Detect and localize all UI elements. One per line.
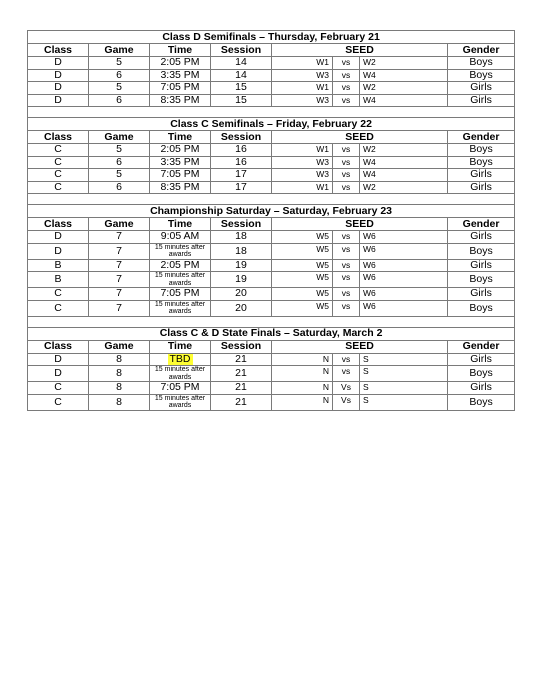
- gender-cell: Girls: [448, 382, 515, 395]
- time-cell: 15 minutes after awards: [150, 272, 211, 288]
- gender-cell: Boys: [448, 243, 515, 259]
- seed-vs-cell: vs: [333, 82, 360, 95]
- header-session: Session: [211, 340, 272, 353]
- class-cell: D: [28, 82, 89, 95]
- time-cell: 3:35 PM: [150, 156, 211, 169]
- class-cell: C: [28, 169, 89, 182]
- header-game: Game: [89, 131, 150, 144]
- spacer-cell: [28, 316, 515, 327]
- seed-vs-cell: vs: [333, 144, 360, 157]
- game-cell: 7: [89, 300, 150, 316]
- game-cell: 7: [89, 259, 150, 272]
- header-time: Time: [150, 44, 211, 57]
- class-cell: D: [28, 353, 89, 366]
- header-game: Game: [89, 218, 150, 231]
- header-time: Time: [150, 340, 211, 353]
- class-cell: C: [28, 181, 89, 194]
- section-title-row: [28, 205, 515, 218]
- seed-vs-cell: vs: [333, 353, 360, 366]
- gender-cell: Boys: [448, 144, 515, 157]
- table-row: [28, 353, 515, 366]
- seed-b-cell: W2: [360, 82, 448, 95]
- table-row: [28, 288, 515, 301]
- seed-b-cell: W6: [360, 243, 448, 259]
- class-cell: C: [28, 144, 89, 157]
- seed-vs-cell: vs: [333, 243, 360, 259]
- gender-cell: Girls: [448, 82, 515, 95]
- game-cell: 5: [89, 169, 150, 182]
- seed-vs-cell: vs: [333, 156, 360, 169]
- seed-b-cell: W6: [360, 231, 448, 244]
- gender-cell: Boys: [448, 300, 515, 316]
- seed-vs-cell: vs: [333, 231, 360, 244]
- section-spacer-row: [28, 107, 515, 118]
- header-time: Time: [150, 218, 211, 231]
- time-cell: 7:05 PM: [150, 169, 211, 182]
- seed-b-cell: W2: [360, 57, 448, 70]
- seed-a-cell: W3: [272, 169, 333, 182]
- header-seed: SEED: [272, 131, 448, 144]
- header-class: Class: [28, 131, 89, 144]
- table-row: [28, 300, 515, 316]
- header-session: Session: [211, 131, 272, 144]
- section-title: Class C Semifinals – Friday, February 22: [28, 118, 515, 131]
- seed-a-cell: W3: [272, 69, 333, 82]
- game-cell: 7: [89, 288, 150, 301]
- seed-vs-cell: vs: [333, 272, 360, 288]
- class-cell: D: [28, 231, 89, 244]
- seed-b-cell: S: [360, 366, 448, 382]
- session-cell: 21: [211, 353, 272, 366]
- time-cell: 2:05 PM: [150, 259, 211, 272]
- session-cell: 14: [211, 69, 272, 82]
- class-cell: C: [28, 288, 89, 301]
- session-cell: 20: [211, 288, 272, 301]
- seed-a-cell: W5: [272, 243, 333, 259]
- seed-vs-cell: vs: [333, 259, 360, 272]
- session-cell: 14: [211, 57, 272, 70]
- session-cell: 21: [211, 394, 272, 410]
- time-cell: 15 minutes after awards: [150, 366, 211, 382]
- gender-cell: Boys: [448, 57, 515, 70]
- game-cell: 7: [89, 231, 150, 244]
- section-spacer-row: [28, 194, 515, 205]
- gender-cell: Girls: [448, 169, 515, 182]
- table-row: [28, 94, 515, 107]
- time-cell: 7:05 PM: [150, 288, 211, 301]
- header-session: Session: [211, 44, 272, 57]
- seed-a-cell: W5: [272, 231, 333, 244]
- time-cell: 8:35 PM: [150, 94, 211, 107]
- gender-cell: Girls: [448, 353, 515, 366]
- gender-cell: Boys: [448, 366, 515, 382]
- seed-a-cell: W5: [272, 288, 333, 301]
- section-title: Class D Semifinals – Thursday, February 21: [28, 31, 515, 44]
- seed-a-cell: W5: [272, 259, 333, 272]
- table-row: [28, 259, 515, 272]
- game-cell: 8: [89, 394, 150, 410]
- seed-a-cell: W1: [272, 82, 333, 95]
- header-seed: SEED: [272, 218, 448, 231]
- section-title-row: [28, 118, 515, 131]
- table-row: [28, 57, 515, 70]
- seed-a-cell: W3: [272, 156, 333, 169]
- session-cell: 21: [211, 366, 272, 382]
- table-row: [28, 82, 515, 95]
- seed-b-cell: W4: [360, 156, 448, 169]
- time-cell: 15 minutes after awards: [150, 243, 211, 259]
- section-title-row: [28, 31, 515, 44]
- spacer-cell: [28, 107, 515, 118]
- session-cell: 17: [211, 181, 272, 194]
- game-cell: 6: [89, 156, 150, 169]
- seed-vs-cell: Vs: [333, 382, 360, 395]
- game-cell: 7: [89, 272, 150, 288]
- column-header-row: [28, 44, 515, 57]
- class-cell: C: [28, 394, 89, 410]
- time-cell: 2:05 PM: [150, 57, 211, 70]
- seed-a-cell: W1: [272, 57, 333, 70]
- session-cell: 16: [211, 156, 272, 169]
- session-cell: 20: [211, 300, 272, 316]
- time-cell: 2:05 PM: [150, 144, 211, 157]
- game-cell: 7: [89, 243, 150, 259]
- table-row: [28, 394, 515, 410]
- highlighted-time: TBD: [169, 353, 191, 365]
- seed-b-cell: W4: [360, 69, 448, 82]
- time-cell: 9:05 AM: [150, 231, 211, 244]
- seed-b-cell: S: [360, 353, 448, 366]
- section-title: Championship Saturday – Saturday, February 23: [28, 205, 515, 218]
- session-cell: 19: [211, 272, 272, 288]
- seed-b-cell: W6: [360, 300, 448, 316]
- time-cell: [150, 353, 211, 366]
- gender-cell: Girls: [448, 94, 515, 107]
- table-row: [28, 366, 515, 382]
- class-cell: D: [28, 69, 89, 82]
- section-title: Class C & D State Finals – Saturday, March 2: [28, 327, 515, 340]
- game-cell: 8: [89, 382, 150, 395]
- session-cell: 18: [211, 231, 272, 244]
- table-row: [28, 181, 515, 194]
- seed-vs-cell: vs: [333, 300, 360, 316]
- game-cell: 8: [89, 353, 150, 366]
- header-time: Time: [150, 131, 211, 144]
- header-gender: Gender: [448, 218, 515, 231]
- gender-cell: Girls: [448, 259, 515, 272]
- header-session: Session: [211, 218, 272, 231]
- time-cell: 15 minutes after awards: [150, 394, 211, 410]
- session-cell: 18: [211, 243, 272, 259]
- game-cell: 5: [89, 82, 150, 95]
- section-title-row: [28, 327, 515, 340]
- session-cell: 16: [211, 144, 272, 157]
- header-gender: Gender: [448, 340, 515, 353]
- spacer-cell: [28, 194, 515, 205]
- seed-vs-cell: vs: [333, 288, 360, 301]
- seed-vs-cell: vs: [333, 169, 360, 182]
- gender-cell: Girls: [448, 231, 515, 244]
- time-cell: 3:35 PM: [150, 69, 211, 82]
- table-row: [28, 382, 515, 395]
- seed-a-cell: W5: [272, 300, 333, 316]
- gender-cell: Boys: [448, 69, 515, 82]
- seed-vs-cell: vs: [333, 181, 360, 194]
- game-cell: 6: [89, 94, 150, 107]
- session-cell: 19: [211, 259, 272, 272]
- session-cell: 15: [211, 94, 272, 107]
- class-cell: C: [28, 300, 89, 316]
- table-row: [28, 243, 515, 259]
- seed-vs-cell: vs: [333, 366, 360, 382]
- seed-b-cell: W2: [360, 181, 448, 194]
- header-gender: Gender: [448, 131, 515, 144]
- header-seed: SEED: [272, 44, 448, 57]
- seed-a-cell: W1: [272, 181, 333, 194]
- class-cell: C: [28, 382, 89, 395]
- time-cell: 8:35 PM: [150, 181, 211, 194]
- class-cell: D: [28, 366, 89, 382]
- class-cell: C: [28, 156, 89, 169]
- header-class: Class: [28, 218, 89, 231]
- game-cell: 6: [89, 181, 150, 194]
- table-row: [28, 231, 515, 244]
- table-row: [28, 156, 515, 169]
- header-gender: Gender: [448, 44, 515, 57]
- seed-a-cell: W5: [272, 272, 333, 288]
- seed-b-cell: W2: [360, 144, 448, 157]
- header-game: Game: [89, 44, 150, 57]
- header-class: Class: [28, 340, 89, 353]
- seed-b-cell: W4: [360, 94, 448, 107]
- class-cell: D: [28, 57, 89, 70]
- seed-a-cell: N: [272, 366, 333, 382]
- column-header-row: [28, 131, 515, 144]
- time-cell: 7:05 PM: [150, 382, 211, 395]
- table-row: [28, 69, 515, 82]
- seed-b-cell: W6: [360, 272, 448, 288]
- class-cell: B: [28, 259, 89, 272]
- seed-a-cell: N: [272, 353, 333, 366]
- seed-a-cell: N: [272, 394, 333, 410]
- seed-b-cell: S: [360, 394, 448, 410]
- header-class: Class: [28, 44, 89, 57]
- game-cell: 8: [89, 366, 150, 382]
- table-row: [28, 272, 515, 288]
- seed-vs-cell: vs: [333, 94, 360, 107]
- seed-vs-cell: vs: [333, 57, 360, 70]
- tournament-schedule-table: [27, 30, 515, 411]
- section-spacer-row: [28, 316, 515, 327]
- game-cell: 5: [89, 144, 150, 157]
- column-header-row: [28, 340, 515, 353]
- seed-a-cell: W3: [272, 94, 333, 107]
- session-cell: 21: [211, 382, 272, 395]
- class-cell: D: [28, 94, 89, 107]
- seed-b-cell: W6: [360, 259, 448, 272]
- game-cell: 5: [89, 57, 150, 70]
- seed-vs-cell: vs: [333, 69, 360, 82]
- seed-a-cell: N: [272, 382, 333, 395]
- column-header-row: [28, 218, 515, 231]
- gender-cell: Boys: [448, 156, 515, 169]
- seed-b-cell: W4: [360, 169, 448, 182]
- seed-vs-cell: Vs: [333, 394, 360, 410]
- seed-b-cell: W6: [360, 288, 448, 301]
- time-cell: 7:05 PM: [150, 82, 211, 95]
- session-cell: 17: [211, 169, 272, 182]
- seed-b-cell: S: [360, 382, 448, 395]
- seed-a-cell: W1: [272, 144, 333, 157]
- game-cell: 6: [89, 69, 150, 82]
- gender-cell: Girls: [448, 181, 515, 194]
- class-cell: D: [28, 243, 89, 259]
- gender-cell: Girls: [448, 288, 515, 301]
- header-seed: SEED: [272, 340, 448, 353]
- table-row: [28, 169, 515, 182]
- gender-cell: Boys: [448, 272, 515, 288]
- class-cell: B: [28, 272, 89, 288]
- gender-cell: Boys: [448, 394, 515, 410]
- session-cell: 15: [211, 82, 272, 95]
- time-cell: 15 minutes after awards: [150, 300, 211, 316]
- table-row: [28, 144, 515, 157]
- header-game: Game: [89, 340, 150, 353]
